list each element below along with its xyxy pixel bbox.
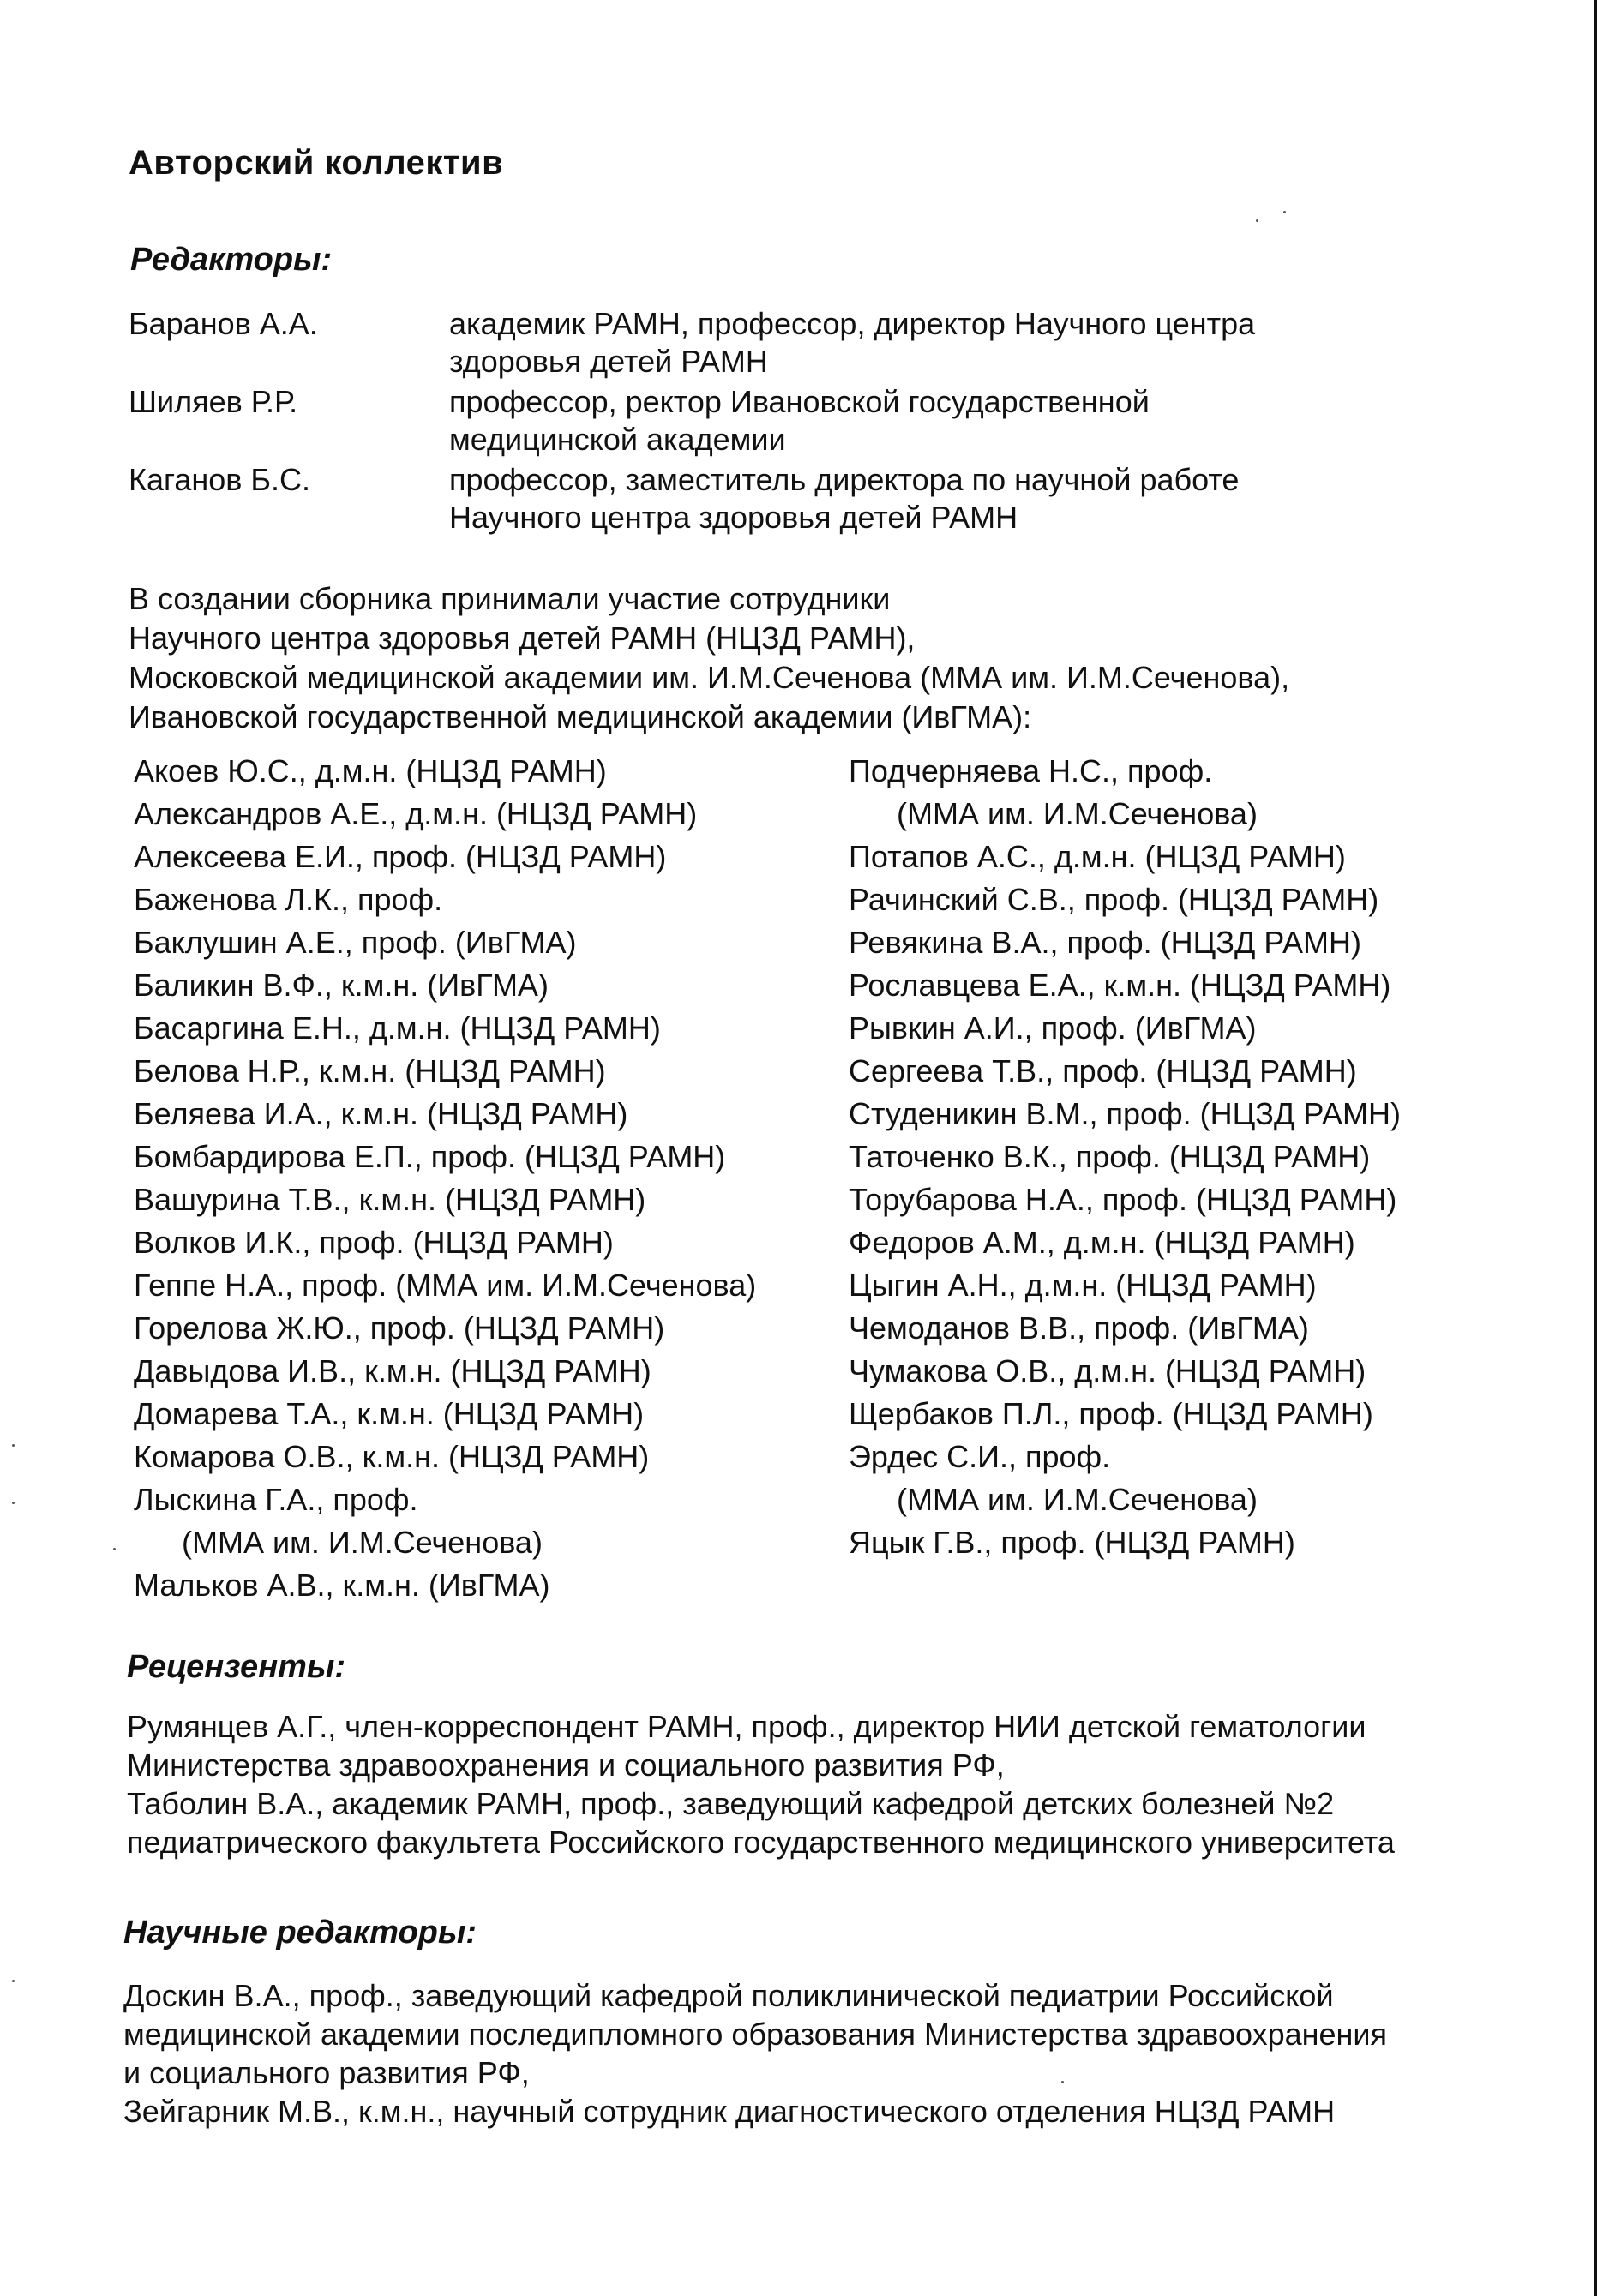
editors-heading: Редакторы: <box>130 242 333 278</box>
contributor-entry: Баженова Л.К., проф. <box>134 882 443 917</box>
contributor-entry: Чемоданов В.В., проф. (ИвГМА) <box>849 1310 1309 1346</box>
contributor-entry: Баликин В.Ф., к.м.н. (ИвГМА) <box>134 968 549 1003</box>
scan-speck <box>113 1548 116 1550</box>
contributor-entry: Комарова О.В., к.м.н. (НЦЗД РАМН) <box>134 1439 650 1474</box>
contributor-entry: Яцык Г.В., проф. (НЦЗД РАМН) <box>849 1525 1295 1560</box>
contributor-entry: Алексеева Е.И., проф. (НЦЗД РАМН) <box>134 839 667 874</box>
contributor-entry: Беляева И.А., к.м.н. (НЦЗД РАМН) <box>134 1096 628 1131</box>
contributor-entry: Давыдова И.В., к.м.н. (НЦЗД РАМН) <box>134 1353 651 1388</box>
contributor-entry: Эрдес С.И., проф. <box>849 1439 1111 1474</box>
scan-speck <box>12 1502 15 1504</box>
scan-speck <box>12 1980 15 1982</box>
editor-name: Баранов А.А. <box>129 306 318 341</box>
contributor-entry: Студеникин В.М., проф. (НЦЗД РАМН) <box>849 1096 1401 1131</box>
scan-speck <box>12 1444 15 1447</box>
reviewer-line: Румянцев А.Г., член-корреспондент РАМН, проф., директор НИИ детской гематологии <box>127 1709 1366 1744</box>
contributor-entry: Потапов А.С., д.м.н. (НЦЗД РАМН) <box>849 839 1346 874</box>
contributors-left-column <box>134 750 837 1607</box>
contributor-entry: Волков И.К., проф. (НЦЗД РАМН) <box>134 1225 614 1260</box>
contributor-entry: Вашурина Т.В., к.м.н. (НЦЗД РАМН) <box>134 1182 646 1217</box>
reviewers-list <box>127 1707 1498 1861</box>
contributors-right-column <box>849 750 1552 1564</box>
scientific-editor-line: и социального развития РФ, <box>123 2055 530 2090</box>
contributor-affiliation: (ММА им. И.М.Сеченова) <box>897 1482 1258 1517</box>
contributor-entry: Белова Н.Р., к.м.н. (НЦЗД РАМН) <box>134 1053 606 1088</box>
editors-list <box>129 305 1346 539</box>
contributor-entry: Рачинский С.В., проф. (НЦЗД РАМН) <box>849 882 1379 917</box>
contributor-entry: Торубарова Н.А., проф. (НЦЗД РАМН) <box>849 1182 1397 1217</box>
editor-description-line: профессор, ректор Ивановской государственной <box>449 384 1150 419</box>
contributor-entry: Подчерняева Н.С., проф. <box>849 753 1213 788</box>
editor-description <box>449 305 1346 381</box>
scientific-editor-line: Доскин В.А., проф., заведующий кафедрой поликлинической педиатрии Российской <box>123 1978 1334 2013</box>
scan-speck <box>1283 211 1286 213</box>
reviewer-line: педиатрического факультета Российского государственного медицинского университета <box>127 1825 1395 1860</box>
scan-speck <box>1256 219 1258 222</box>
editor-name: Каганов Б.С. <box>129 462 311 497</box>
contributor-entry: Александров А.Е., д.м.н. (НЦЗД РАМН) <box>134 796 698 831</box>
contributor-entry: Ревякина В.А., проф. (НЦЗД РАМН) <box>849 925 1361 960</box>
editor-description-line: академик РАМН, профессор, директор Научного центра <box>449 306 1256 341</box>
reviewer-line: Таболин В.А., академик РАМН, проф., заведующий кафедрой детских болезней №2 <box>127 1786 1335 1821</box>
contributor-entry: Чумакова О.В., д.м.н. (НЦЗД РАМН) <box>849 1353 1366 1388</box>
contributor-entry: Таточенко В.К., проф. (НЦЗД РАМН) <box>849 1139 1371 1174</box>
contributors-intro <box>129 579 1466 737</box>
contributor-entry: Лыскина Г.А., проф. <box>134 1482 418 1517</box>
page-title: Авторский коллектив <box>129 144 504 182</box>
contributor-entry: Горелова Ж.Ю., проф. (НЦЗД РАМН) <box>134 1310 665 1346</box>
contributor-entry: Цыгин А.Н., д.м.н. (НЦЗД РАМН) <box>849 1268 1317 1303</box>
scan-speck <box>1061 2081 1064 2083</box>
intro-line: Научного центра здоровья детей РАМН (НЦЗД РАМН), <box>129 620 916 656</box>
editor-description-line: Научного центра здоровья детей РАМН <box>449 500 1018 535</box>
editor-name: Шиляев Р.Р. <box>129 384 298 419</box>
reviewer-line: Министерства здравоохранения и социального развития РФ, <box>127 1747 1005 1783</box>
intro-line: Ивановской государственной медицинской академии (ИвГМА): <box>129 699 1032 734</box>
contributor-entry: Бомбардирова Е.П., проф. (НЦЗД РАМН) <box>134 1139 726 1174</box>
contributor-entry: Басаргина Е.Н., д.м.н. (НЦЗД РАМН) <box>134 1010 661 1046</box>
scientific-editor-line: Зейгарник М.В., к.м.н., научный сотрудник диагностического отделения НЦЗД РАМН <box>123 2094 1336 2129</box>
editor-entry <box>129 305 1346 381</box>
contributor-entry: Мальков А.В., к.м.н. (ИвГМА) <box>134 1568 550 1603</box>
intro-line: Московской медицинской академии им. И.М.Сеченова (ММА им. И.М.Сеченова), <box>129 660 1290 695</box>
contributor-entry: Рославцева Е.А., к.м.н. (НЦЗД РАМН) <box>849 968 1391 1003</box>
reviewers-heading: Рецензенты: <box>127 1649 346 1685</box>
editor-description <box>449 461 1346 537</box>
contributor-affiliation: (ММА им. И.М.Сеченова) <box>897 796 1258 831</box>
editor-description-line: профессор, заместитель директора по научной работе <box>449 462 1240 497</box>
editor-description <box>449 383 1346 459</box>
contributor-entry: Рывкин А.И., проф. (ИвГМА) <box>849 1010 1257 1046</box>
scientific-editors-heading: Научные редакторы: <box>123 1915 477 1951</box>
editor-entry <box>129 461 1346 537</box>
editor-description-line: здоровья детей РАМН <box>449 344 768 379</box>
scientific-editors-list <box>123 1976 1495 2131</box>
editor-description-line: медицинской академии <box>449 422 786 457</box>
scientific-editor-line: медицинской академии последипломного образования Министерства здравоохранения <box>123 2017 1388 2052</box>
intro-line: В создании сборника принимали участие сотрудники <box>129 581 891 616</box>
contributor-affiliation: (ММА им. И.М.Сеченова) <box>182 1525 543 1560</box>
contributor-entry: Сергеева Т.В., проф. (НЦЗД РАМН) <box>849 1053 1357 1088</box>
contributor-entry: Щербаков П.Л., проф. (НЦЗД РАМН) <box>849 1396 1373 1431</box>
contributor-entry: Федоров А.М., д.м.н. (НЦЗД РАМН) <box>849 1225 1355 1260</box>
contributor-entry: Баклушин А.Е., проф. (ИвГМА) <box>134 925 577 960</box>
contributor-entry: Акоев Ю.С., д.м.н. (НЦЗД РАМН) <box>134 753 607 788</box>
editor-entry <box>129 383 1346 459</box>
contributor-entry: Геппе Н.А., проф. (ММА им. И.М.Сеченова) <box>134 1268 757 1303</box>
contributor-entry: Домарева Т.А., к.м.н. (НЦЗД РАМН) <box>134 1396 645 1431</box>
